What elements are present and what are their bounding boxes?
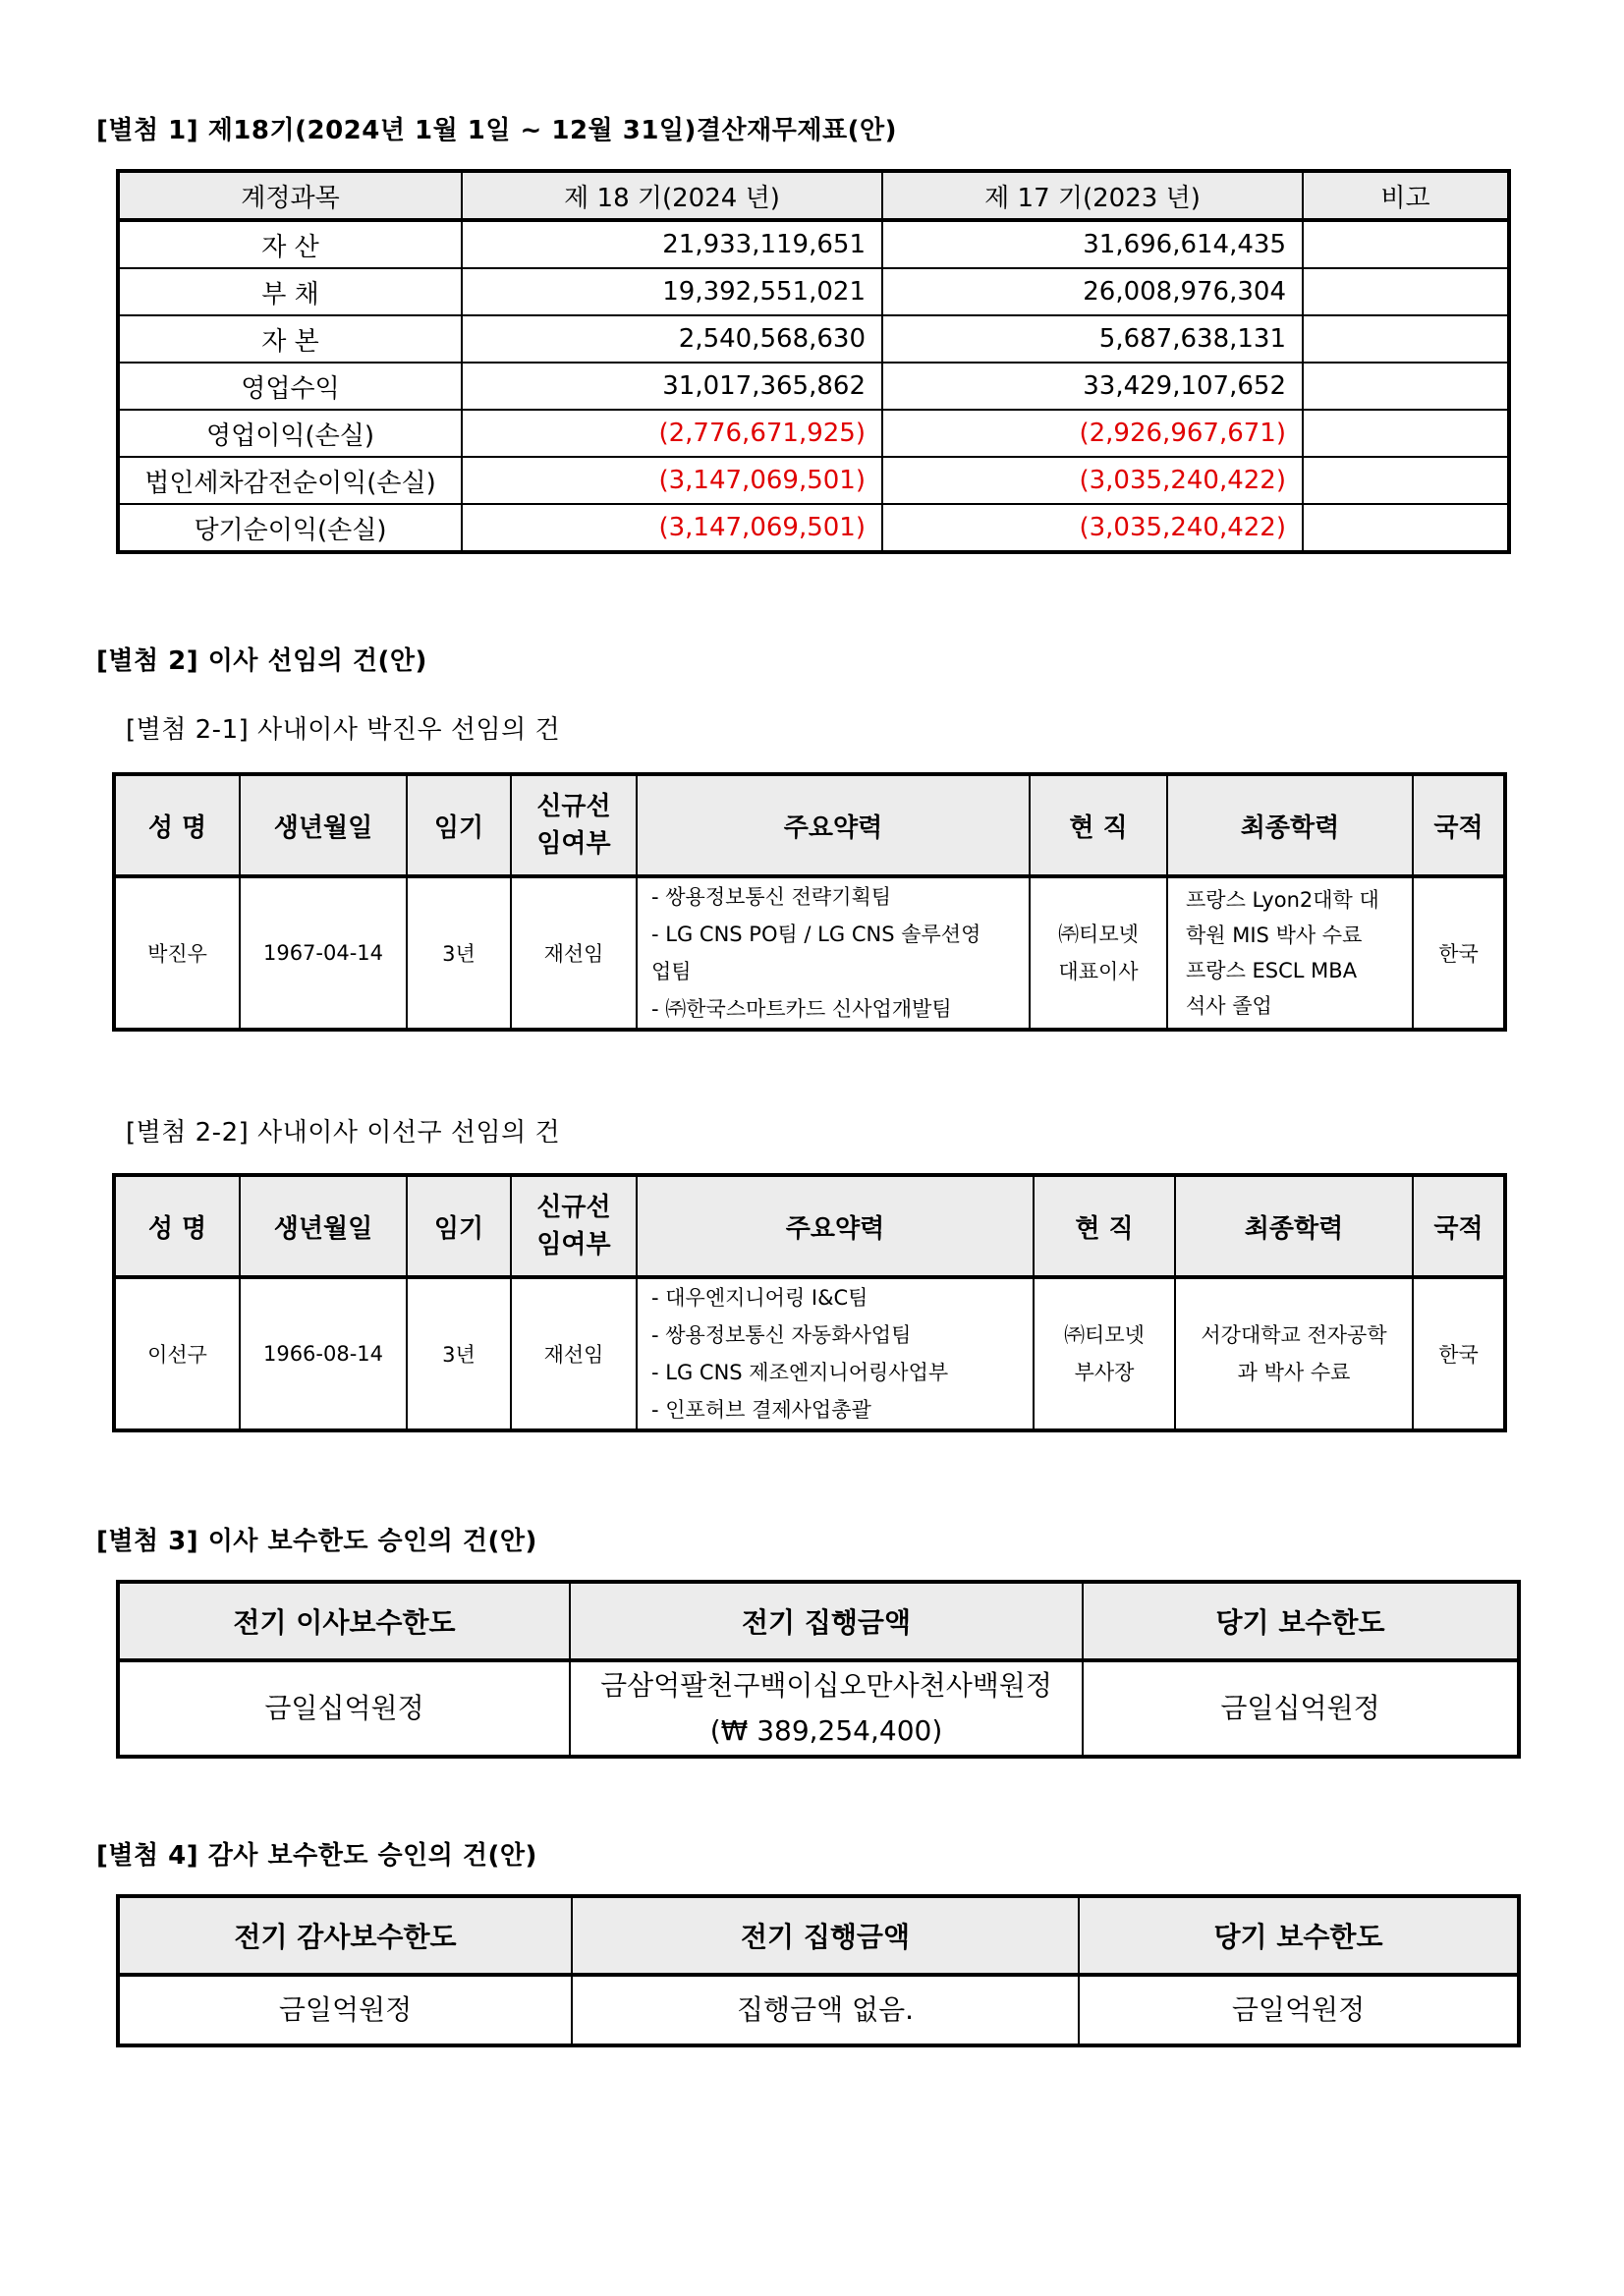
- value-fy18: 31,017,365,862: [462, 363, 882, 410]
- value-fy18: (2,776,671,925): [462, 410, 882, 457]
- table-row: [118, 1660, 1519, 1757]
- header-education: 최종학력: [1175, 1175, 1413, 1277]
- header-new-line2: 임여부: [536, 829, 611, 859]
- value-note: [1303, 504, 1509, 552]
- current-line: 부사장: [1074, 1361, 1135, 1384]
- header-current: 현 직: [1034, 1175, 1175, 1277]
- header-prev-limit: 전기 이사보수한도: [118, 1582, 570, 1660]
- value-fy17: (2,926,967,671): [882, 410, 1303, 457]
- attach2-1-subtitle: [별첨 2-1] 사내이사 박진우 선임의 건: [126, 715, 561, 745]
- attach3-title: [별첨 3] 이사 보수한도 승인의 건(안): [96, 1527, 537, 1556]
- row-label: 부 채: [118, 268, 462, 315]
- director-table-2: [112, 1173, 1507, 1432]
- education-line: 석사 졸업: [1186, 994, 1272, 1018]
- education-line: 학원 MIS 박사 수료: [1186, 924, 1363, 947]
- row-label: 법인세차감전순이익(손실): [118, 457, 462, 504]
- header-nationality: 국적: [1413, 774, 1505, 876]
- education-line: 프랑스 ESCL MBA: [1186, 959, 1358, 982]
- table-row: [118, 504, 1509, 552]
- value-fy17: 31,696,614,435: [882, 220, 1303, 268]
- career-line: - 대우엔지니어링 I&C팀: [651, 1286, 868, 1310]
- director-current: [1034, 1277, 1175, 1430]
- executed-line1: 금삼억팔천구백이십오만사천사백원정: [600, 1669, 1052, 1702]
- auditor-pay-table: [116, 1894, 1521, 2047]
- director-career: [637, 1277, 1034, 1430]
- value-fy18: (3,147,069,501): [462, 504, 882, 552]
- table-row: [118, 363, 1509, 410]
- career-line: - LG CNS 제조엔지니어링사업부: [651, 1361, 949, 1384]
- cur-limit-value: 금일십억원정: [1083, 1660, 1519, 1757]
- header-new-line2: 임여부: [536, 1230, 611, 1260]
- executed-line2: (₩ 389,254,400): [709, 1714, 943, 1747]
- header-term: 임기: [407, 1175, 511, 1277]
- director-term: 3년: [407, 1277, 511, 1430]
- header-account: 계정과목: [118, 171, 462, 220]
- table-header-row: [118, 171, 1509, 220]
- career-line: - 인포허브 결제사업총괄: [651, 1398, 871, 1422]
- career-line: - LG CNS PO팀 / LG CNS 솔루션영: [651, 923, 981, 946]
- director-birth: 1967-04-14: [240, 876, 407, 1030]
- executed-value: 집행금액 없음.: [572, 1975, 1079, 2045]
- row-label: 영업이익(손실): [118, 410, 462, 457]
- header-cur-limit: 당기 보수한도: [1083, 1582, 1519, 1660]
- header-new-appointment: [511, 1175, 637, 1277]
- header-prev-limit: 전기 감사보수한도: [118, 1896, 572, 1975]
- header-fy17: 제 17 기(2023 년): [882, 171, 1303, 220]
- header-nationality: 국적: [1413, 1175, 1505, 1277]
- header-career: 주요약력: [637, 1175, 1034, 1277]
- value-fy17: (3,035,240,422): [882, 457, 1303, 504]
- table-row: [118, 457, 1509, 504]
- director-name: 박진우: [114, 876, 240, 1030]
- value-fy18: 2,540,568,630: [462, 315, 882, 363]
- director-nationality: 한국: [1413, 876, 1505, 1030]
- career-line: - 쌍용정보통신 자동화사업팀: [651, 1323, 912, 1347]
- table-row: [118, 410, 1509, 457]
- value-note: [1303, 410, 1509, 457]
- director-nationality: 한국: [1413, 1277, 1505, 1430]
- row-label: 자 산: [118, 220, 462, 268]
- table-row: [118, 1975, 1519, 2045]
- header-executed: 전기 집행금액: [572, 1896, 1079, 1975]
- value-note: [1303, 220, 1509, 268]
- career-line: - ㈜한국스마트카드 신사업개발팀: [651, 997, 952, 1021]
- education-line: 서강대학교 전자공학: [1201, 1323, 1387, 1347]
- director-education: [1175, 1277, 1413, 1430]
- header-name: 성 명: [114, 774, 240, 876]
- table-row: [118, 268, 1509, 315]
- director-term: 3년: [407, 876, 511, 1030]
- director-current: [1030, 876, 1167, 1030]
- prev-limit-value: 금일십억원정: [118, 1660, 570, 1757]
- director-birth: 1966-08-14: [240, 1277, 407, 1430]
- header-birth: 생년월일: [240, 1175, 407, 1277]
- value-note: [1303, 457, 1509, 504]
- value-fy17: 5,687,638,131: [882, 315, 1303, 363]
- header-executed: 전기 집행금액: [570, 1582, 1083, 1660]
- value-fy17: 33,429,107,652: [882, 363, 1303, 410]
- header-new-line1: 신규선: [536, 1193, 611, 1222]
- director-new: 재선임: [511, 876, 637, 1030]
- attach1-title: [별첨 1] 제18기(2024년 1월 1일 ~ 12월 31일)결산재무제표(안): [96, 116, 897, 145]
- header-name: 성 명: [114, 1175, 240, 1277]
- value-fy18: (3,147,069,501): [462, 457, 882, 504]
- header-education: 최종학력: [1167, 774, 1413, 876]
- director-new: 재선임: [511, 1277, 637, 1430]
- header-cur-limit: 당기 보수한도: [1079, 1896, 1519, 1975]
- education-line: 과 박사 수료: [1237, 1361, 1351, 1384]
- table-header-row: [114, 774, 1505, 876]
- header-current: 현 직: [1030, 774, 1167, 876]
- director-career: [637, 876, 1030, 1030]
- executed-value: [570, 1660, 1083, 1757]
- education-line: 프랑스 Lyon2대학 대: [1186, 888, 1379, 912]
- current-line: ㈜티모넷: [1058, 923, 1139, 946]
- value-fy18: 21,933,119,651: [462, 220, 882, 268]
- header-note: 비고: [1303, 171, 1509, 220]
- current-line: ㈜티모넷: [1064, 1323, 1145, 1347]
- director-name: 이선구: [114, 1277, 240, 1430]
- header-career: 주요약력: [637, 774, 1030, 876]
- director-pay-table: [116, 1580, 1521, 1759]
- row-label: 영업수익: [118, 363, 462, 410]
- attach4-title: [별첨 4] 감사 보수한도 승인의 건(안): [96, 1841, 537, 1871]
- header-new-appointment: [511, 774, 637, 876]
- table-row: [118, 220, 1509, 268]
- prev-limit-value: 금일억원정: [118, 1975, 572, 2045]
- career-line: - 쌍용정보통신 전략기획팀: [651, 885, 892, 909]
- table-header-row: [114, 1175, 1505, 1277]
- attach2-2-subtitle: [별첨 2-2] 사내이사 이선구 선임의 건: [126, 1118, 561, 1148]
- director-education: [1167, 876, 1413, 1030]
- value-note: [1303, 315, 1509, 363]
- header-term: 임기: [407, 774, 511, 876]
- value-fy17: (3,035,240,422): [882, 504, 1303, 552]
- table-header-row: [118, 1582, 1519, 1660]
- header-fy18: 제 18 기(2024 년): [462, 171, 882, 220]
- value-note: [1303, 268, 1509, 315]
- header-new-line1: 신규선: [536, 792, 611, 821]
- director-table-1: [112, 772, 1507, 1032]
- value-fy18: 19,392,551,021: [462, 268, 882, 315]
- table-row: [114, 1277, 1505, 1430]
- row-label: 자 본: [118, 315, 462, 363]
- cur-limit-value: 금일억원정: [1079, 1975, 1519, 2045]
- current-line: 대표이사: [1058, 960, 1139, 983]
- attach2-title: [별첨 2] 이사 선임의 건(안): [96, 646, 427, 676]
- row-label: 당기순이익(손실): [118, 504, 462, 552]
- table-row: [118, 315, 1509, 363]
- career-line: 업팀: [651, 960, 692, 983]
- header-birth: 생년월일: [240, 774, 407, 876]
- value-note: [1303, 363, 1509, 410]
- financial-statement-table: [116, 169, 1511, 554]
- table-row: [114, 876, 1505, 1030]
- value-fy17: 26,008,976,304: [882, 268, 1303, 315]
- table-header-row: [118, 1896, 1519, 1975]
